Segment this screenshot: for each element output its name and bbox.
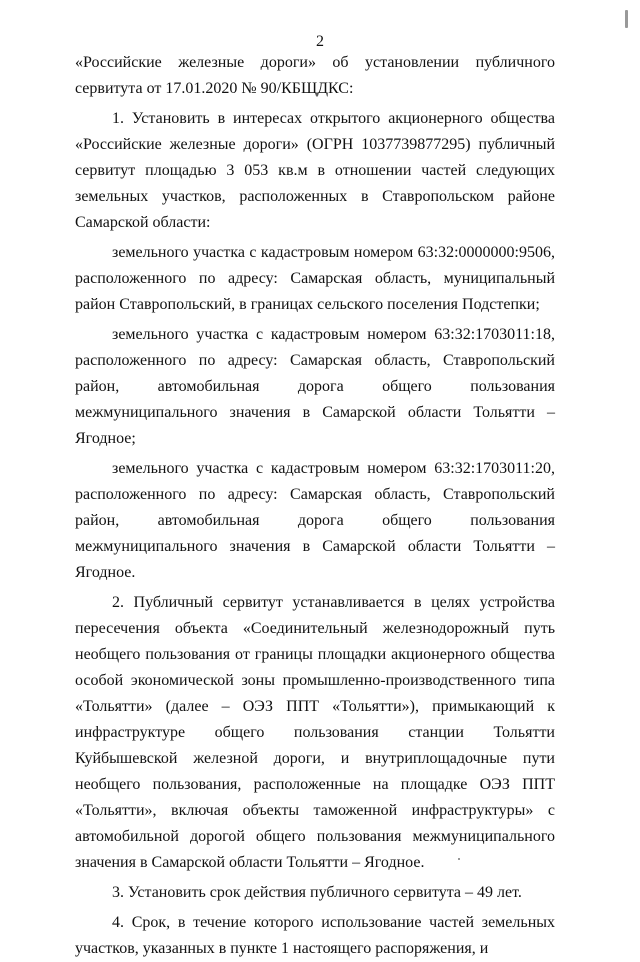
paragraph-continuation: «Российские железные дороги» об установлении публичного сервитута от 17.01.2020 № 90/КБЩДКС: — [75, 54, 555, 97]
paragraph-item-3: 3. Установить срок действия публичного сервитута – 49 лет. — [112, 884, 522, 901]
paragraph-item-1: 1. Установить в интересах открытого акционерного общества «Российские железные дороги» (ОГРН 1037739877295) публичный сервитут площадью 3 053 кв.м в отношении частей следующих земельных участков, расположенных в Ставропольском районе Самарской области: — [75, 110, 555, 231]
scan-speck — [625, 10, 628, 28]
paragraph-item-4: 4. Срок, в течение которого использование частей земельных участков, указанных в пункте 1 настоящего распоряжения, и — [75, 914, 555, 957]
paragraph-plot-9506: земельного участка с кадастровым номером 63:32:0000000:9506, расположенного по адресу: Самарская область, муниципальный район Ставропольский, в границах сельского поселения Подстепки; — [75, 244, 555, 313]
page-number: 2 — [316, 33, 324, 50]
document-body — [75, 50, 555, 962]
paragraph-plot-20: земельного участка с кадастровым номером 63:32:1703011:20, расположенного по адресу: Самарская область, Ставропольский район, автомобильная дорога общего пользования межмуниципального значения в Самарской области Тольятти – Ягодное. — [75, 460, 555, 581]
paragraph-plot-18: земельного участка с кадастровым номером 63:32:1703011:18, расположенного по адресу: Самарская область, Ставропольский район, автомобильная дорога общего пользования межмуниципального значения в Самарской области Тольятти – Ягодное; — [75, 326, 555, 447]
scan-speck — [458, 858, 460, 860]
paragraph-item-2: 2. Публичный сервитут устанавливается в целях устройства пересечения объекта «Соединительный железнодорожный путь необщего пользования от границы площадки акционерного общества особой экономической зоны промышленно-производственного типа «Тольятти» (далее – ОЭЗ ППТ «Тольятти»), примыкающий к инфраструктуре общего пользования станции Тольятти Куйбышевской железной дороги, и внутриплощадочные пути необщего пользования, расположенные на площадке ОЭЗ ППТ «Тольятти», включая объекты таможенной инфраструктуры» с автомобильной дорогой общего пользования межмуниципального значения в Самарской области Тольятти – Ягодное. — [75, 594, 555, 871]
